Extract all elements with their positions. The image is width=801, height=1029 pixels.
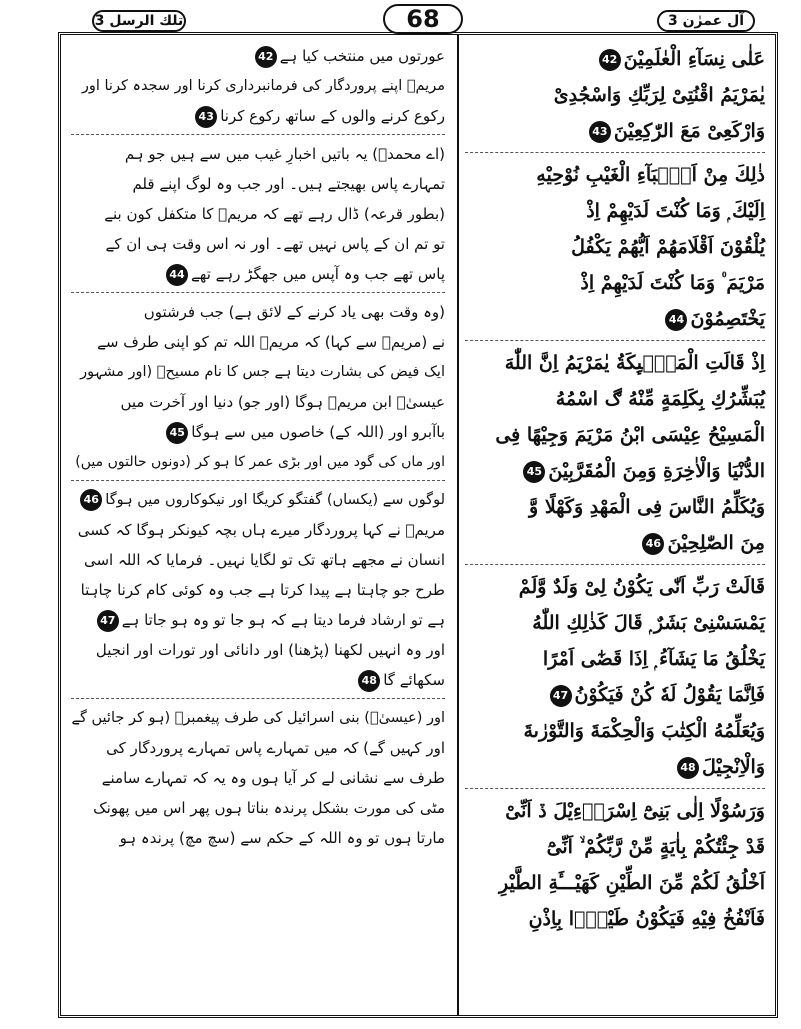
arabic-line bbox=[465, 453, 765, 489]
urdu-line-text: عیسیٰؑ ابن مریمؑ ہوگا (اور جو) دنیا اور آخرت میں bbox=[120, 393, 445, 411]
arabic-line-text: مِنَ الصّٰلِحِيْنَ bbox=[667, 532, 765, 554]
arabic-line-text: قَالَتْ رَبِّ اَنّٰى يَكُوْنُ لِىْ وَلَدٌ وَّلَمْ bbox=[518, 576, 765, 598]
urdu-line-text: اور (عیسیٰؑ) بنی اسرائیل کی طرف پیغمبرؑ (ہو کر جائیں گے bbox=[71, 710, 445, 726]
verse-number-badge: 44 bbox=[166, 264, 188, 286]
arabic-line-text: فَاِنَّمَا يَقُوْلُ لَهٗ كُنْ فَيَكُوْنُ bbox=[574, 684, 765, 706]
urdu-line bbox=[71, 199, 445, 229]
arabic-line bbox=[465, 345, 765, 381]
arabic-line-text: اَخْلُقُ لَكُمْ مِّنَ الطِّيْنِ كَهَيْـــَٔةِ الطَّيْرِ bbox=[499, 872, 765, 894]
urdu-line-text: طرف سے نشانی لے کر آیا ہوں وہ یہ کہ تمہارے سامنے bbox=[101, 769, 445, 787]
urdu-line bbox=[71, 297, 445, 327]
urdu-line bbox=[71, 763, 445, 793]
urdu-line-text: لوگوں سے (یکساں) گفتگو کریگا اور نیکوکاروں میں ہوگا bbox=[105, 492, 445, 508]
verse-number-badge: 42 bbox=[599, 49, 621, 71]
urdu-line-text: مارتا ہوں تو وہ اللہ کے حکم سے (سچ مچ) پرندہ ہو bbox=[119, 829, 445, 847]
arabic-line-text: وَرَسُوْلًا اِلٰى بَنِىْٓ اِسْرَاۗءِيْلَ ڏ اَنِّىْ bbox=[505, 800, 765, 822]
urdu-line bbox=[71, 823, 445, 853]
arabic-line bbox=[465, 489, 765, 525]
urdu-line bbox=[71, 545, 445, 575]
urdu-line-text: (بطور قرعہ) ڈال رہے تھے کہ مریمؑ کا متکفل کون بنے bbox=[104, 205, 445, 223]
urdu-line bbox=[71, 417, 445, 447]
urdu-line-text: تمہارے پاس بھیجتے ہیں۔ اور جب وہ لوگ اپنے قلم bbox=[132, 175, 445, 193]
urdu-line bbox=[71, 733, 445, 763]
arabic-line bbox=[465, 713, 765, 749]
urdu-line-text: مریمؑ نے کہا پروردگار میرے ہاں بچہ کیونکر ہوگا کہ کسی bbox=[77, 521, 445, 539]
arabic-line bbox=[465, 265, 765, 301]
verse-number-badge: 48 bbox=[677, 757, 699, 779]
arabic-line bbox=[465, 793, 765, 829]
arabic-line bbox=[465, 381, 765, 417]
arabic-line-text: قَدْ جِئْتُكُمْ بِاٰيَةٍ مِّنْ رَّبِّكُمْ ۙ اَنِّىْٓ bbox=[546, 836, 765, 858]
arabic-line bbox=[465, 113, 765, 149]
urdu-line-text: نے (مریمؑ سے کہا) کہ مریمؑ اللہ تم کو اپنی طرف سے bbox=[97, 333, 445, 351]
arabic-line-text: يَمْسَسْنِىْ بَشَرٌ ۭ قَالَ كَذٰلِكِ اللّٰهُ bbox=[532, 612, 765, 634]
urdu-line-text: تو تم ان کے پاس نہیں تھے۔ اور نہ اس وقت ہی ان کے bbox=[105, 235, 445, 253]
page-number: 68 bbox=[383, 4, 463, 34]
arabic-line bbox=[465, 901, 765, 937]
urdu-line bbox=[71, 515, 445, 545]
urdu-translation-column bbox=[63, 35, 455, 1015]
arabic-line-text: يُبَشِّرُكِ بِكَلِمَةٍ مِّنْهُ ڰ اسْمُهُ bbox=[555, 388, 765, 410]
arabic-segment bbox=[465, 345, 765, 565]
arabic-line-text: اِلَيْكَ ۭ وَمَا كُنْتَ لَدَيْهِمْ اِذْ bbox=[586, 200, 765, 222]
arabic-line bbox=[465, 193, 765, 229]
arabic-line-text: مَرْيَمَ ۠ وَمَا كُنْتَ لَدَيْهِمْ اِذْ bbox=[580, 272, 765, 294]
verse-number-badge: 48 bbox=[358, 670, 380, 692]
arabic-line bbox=[465, 677, 765, 713]
arabic-line-text: وَيُكَلِّمُ النَّاسَ فِى الْمَهْدِ وَكَهْلًا وَّ bbox=[529, 496, 765, 518]
arabic-line bbox=[465, 605, 765, 641]
arabic-line-text: ذٰلِكَ مِنْ اَنْۢبَآءِ الْغَيْبِ نُوْحِيْهِ bbox=[536, 164, 765, 186]
verse-number-badge: 46 bbox=[642, 533, 664, 555]
arabic-line-text: يَخْتَصِمُوْنَ bbox=[690, 308, 765, 330]
urdu-line bbox=[71, 101, 445, 131]
page-frame bbox=[58, 32, 778, 1018]
arabic-line-text: فَاَنْفُخُ فِيْهِ فَيَكُوْنُ طَيْرًۢا بِاِذْنِ bbox=[528, 908, 765, 930]
urdu-line-text: انسان نے مجھے ہاتھ تک تو لگایا نہیں۔ فرمایا کہ اللہ اسی bbox=[83, 551, 445, 569]
urdu-line bbox=[71, 357, 445, 387]
urdu-line bbox=[71, 605, 445, 635]
arabic-line-text: الدُّنْيَا وَالْاٰخِرَةِ وَمِنَ الْمُقَرَّبِيْنَ bbox=[548, 460, 765, 482]
urdu-line-text: ایک فیض کی بشارت دیتا ہے جس کا نام مسیحؑ (اور مشہور bbox=[80, 364, 445, 380]
verse-number-badge: 47 bbox=[550, 685, 572, 707]
urdu-line bbox=[71, 575, 445, 605]
arabic-text-column bbox=[461, 35, 775, 1015]
arabic-line bbox=[465, 865, 765, 901]
arabic-line bbox=[465, 229, 765, 265]
urdu-line bbox=[71, 139, 445, 169]
arabic-line bbox=[465, 41, 765, 77]
verse-number-badge: 43 bbox=[195, 106, 217, 128]
urdu-line bbox=[71, 793, 445, 823]
urdu-line bbox=[71, 259, 445, 289]
verse-number-badge: 45 bbox=[523, 461, 545, 483]
urdu-line-text: طرح جو چاہتا ہے پیدا کرتا ہے جب وہ کوئی کام کرنا چاہتا bbox=[80, 581, 445, 599]
urdu-segment bbox=[71, 41, 445, 135]
urdu-segment bbox=[71, 703, 445, 856]
verse-number-badge: 42 bbox=[255, 46, 277, 68]
arabic-line-text: وَيُعَلِّمُهُ الْكِتٰبَ وَالْحِكْمَةَ وَالتَّوْرٰىةَ bbox=[523, 720, 765, 742]
verse-number-badge: 47 bbox=[97, 610, 119, 632]
urdu-line-text: (وہ وقت بھی یاد کرنے کے لائق ہے) جب فرشتوں bbox=[143, 303, 445, 321]
arabic-line-text: اِذْ قَالَتِ الْمَلٰۗىِٕكَةُ يٰمَرْيَمُ اِنَّ اللّٰهَ bbox=[504, 352, 765, 374]
arabic-line bbox=[465, 157, 765, 193]
arabic-line bbox=[465, 301, 765, 337]
arabic-line-text: يٰمَرْيَمُ اقْنُتِىْ لِرَبِّكِ وَاسْجُدِىْ bbox=[553, 84, 765, 106]
urdu-line-text: اور کہیں گے) کہ میں تمہارے پاس تمہارے پروردگار کی bbox=[106, 739, 445, 757]
arabic-segment bbox=[465, 793, 765, 940]
urdu-line bbox=[71, 635, 445, 665]
verse-number-badge: 46 bbox=[80, 489, 102, 511]
urdu-line bbox=[71, 485, 445, 515]
urdu-line-text: اور وہ انہیں لکھنا (پڑھنا) اور دانائی اور تورات اور انجیل bbox=[95, 641, 445, 659]
arabic-line-text: وَارْكَعِىْ مَعَ الرّٰكِعِيْنَ bbox=[613, 120, 765, 142]
urdu-line-text: رکوع کرنے والوں کے ساتھ رکوع کرنا bbox=[220, 107, 445, 125]
arabic-line bbox=[465, 749, 765, 785]
urdu-line bbox=[71, 169, 445, 199]
urdu-line bbox=[71, 387, 445, 417]
urdu-line bbox=[71, 71, 445, 101]
arabic-line-text: عَلٰى نِسَآءِ الْعٰلَمِيْنَ bbox=[623, 48, 765, 70]
urdu-line-text: باآبرو اور (اللہ کے) خاصوں میں سے ہوگا bbox=[191, 423, 445, 441]
urdu-line bbox=[71, 447, 445, 477]
arabic-line bbox=[465, 641, 765, 677]
verse-number-badge: 44 bbox=[665, 309, 687, 331]
urdu-line bbox=[71, 665, 445, 695]
urdu-line bbox=[71, 229, 445, 259]
arabic-line-text: يَخْلُقُ مَا يَشَآءُ ۭ اِذَا قَضٰٓى اَمْرًا bbox=[542, 648, 765, 670]
arabic-line bbox=[465, 829, 765, 865]
verse-number-badge: 43 bbox=[589, 121, 611, 143]
urdu-segment bbox=[71, 139, 445, 293]
header-surah-label: آل عمرٰن 3 bbox=[657, 10, 755, 32]
urdu-line-text: ہے تو ارشاد فرما دیتا ہے کہ ہو جا تو وہ ہو جاتا ہے bbox=[121, 611, 445, 629]
urdu-line-text: پاس تھے جب وہ آپس میں جھگڑ رہے تھے bbox=[190, 265, 445, 283]
verse-number-badge: 45 bbox=[166, 422, 188, 444]
arabic-line-text: وَالْاِنْجِيْلَ bbox=[702, 756, 765, 778]
arabic-line-text: يُلْقُوْنَ اَقْلَامَهُمْ اَيُّهُمْ يَكْفُلُ bbox=[571, 236, 765, 258]
urdu-line-text: عورتوں میں منتخب کیا ہے bbox=[279, 47, 445, 65]
arabic-line bbox=[465, 417, 765, 453]
urdu-line-text: سکھائے گا bbox=[383, 671, 445, 689]
arabic-line bbox=[465, 77, 765, 113]
column-divider bbox=[457, 35, 459, 1015]
urdu-line bbox=[71, 327, 445, 357]
urdu-line bbox=[71, 703, 445, 733]
urdu-segment bbox=[71, 297, 445, 481]
arabic-segment bbox=[465, 41, 765, 153]
header-juz-label: تلك الرسل 3 bbox=[92, 10, 186, 32]
urdu-line-text: (اے محمدؐ) یہ باتیں اخبارِ غیب میں سے ہیں جو ہم bbox=[124, 145, 445, 163]
arabic-segment bbox=[465, 157, 765, 341]
arabic-segment bbox=[465, 569, 765, 789]
arabic-line-text: الْمَسِيْحُ عِيْسَى ابْنُ مَرْيَمَ وَجِيْهًا فِى bbox=[495, 424, 765, 446]
arabic-line bbox=[465, 569, 765, 605]
urdu-line bbox=[71, 41, 445, 71]
urdu-line-text: اور ماں کی گود میں اور بڑی عمر کا ہو کر (دونوں حالتوں میں) bbox=[75, 454, 445, 470]
urdu-segment bbox=[71, 485, 445, 699]
urdu-line-text: مٹی کی مورت بشکل پرندہ بناتا ہوں پھر اس میں پھونک bbox=[93, 799, 445, 817]
urdu-line-text: مریمؑ اپنے پروردگار کی فرمانبرداری کرنا اور سجدہ کرنا اور bbox=[81, 78, 445, 94]
arabic-line bbox=[465, 525, 765, 561]
